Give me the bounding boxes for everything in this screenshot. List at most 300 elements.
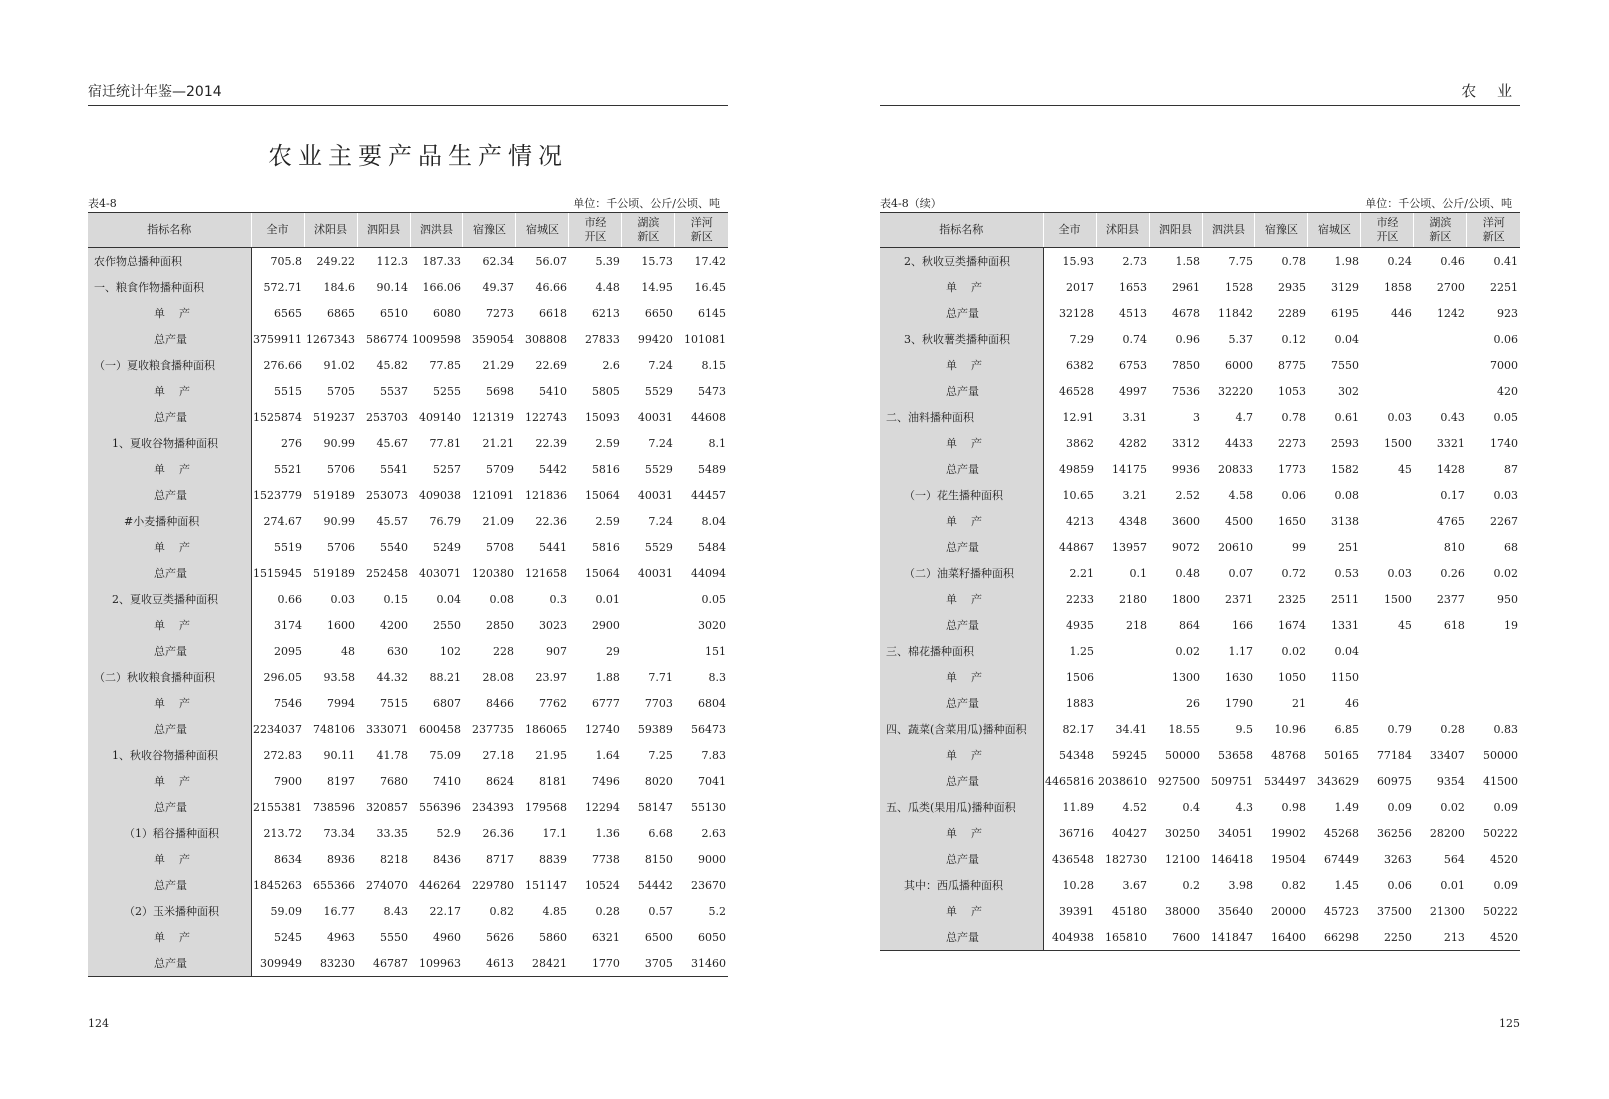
table-cell bbox=[1096, 638, 1149, 664]
table-cell: 44.32 bbox=[376, 670, 408, 684]
table-cell: 6.85 bbox=[1334, 722, 1359, 736]
table-row bbox=[880, 638, 1520, 664]
table-cell: 1.88 bbox=[595, 670, 620, 684]
table-cell: 5489 bbox=[698, 462, 726, 476]
table-cell: 5249 bbox=[432, 540, 461, 554]
table-row bbox=[880, 456, 1520, 482]
table-cell: 1770 bbox=[569, 950, 622, 977]
table-cell: 2180 bbox=[1119, 592, 1148, 606]
table-cell: 6195 bbox=[1330, 306, 1359, 320]
table-cell: 1740 bbox=[1490, 436, 1518, 450]
table-cell: 2511 bbox=[1330, 592, 1359, 606]
table-cell: 2267 bbox=[1490, 514, 1518, 528]
table-cell: 0.46 bbox=[1440, 254, 1465, 268]
row-label: 总产量 bbox=[880, 612, 1043, 638]
table-cell: 120380 bbox=[471, 566, 514, 580]
table-cell: 19 bbox=[1504, 618, 1518, 632]
table-cell: 0.43 bbox=[1440, 410, 1465, 424]
table-cell: 56473 bbox=[691, 722, 726, 736]
row-label: 总产量 bbox=[880, 300, 1043, 326]
table-cell: 5805 bbox=[591, 384, 620, 398]
table-cell: 48 bbox=[341, 644, 356, 658]
table-cell: 52.9 bbox=[436, 826, 461, 840]
table-cell: 436548 bbox=[1052, 852, 1095, 866]
table-cell bbox=[1414, 378, 1467, 404]
table-cell: 3.98 bbox=[1228, 878, 1253, 892]
table-cell: 308808 bbox=[524, 332, 567, 346]
table-cell: 7.24 bbox=[648, 436, 673, 450]
table-cell: 519189 bbox=[313, 488, 356, 502]
table-cell: 83230 bbox=[304, 950, 357, 977]
table-row bbox=[88, 300, 728, 326]
table-cell: 60975 bbox=[1376, 774, 1412, 788]
table-caption-left bbox=[88, 195, 728, 211]
column-header: 泗阳县 bbox=[1149, 213, 1202, 248]
row-label: （一）花生播种面积 bbox=[880, 482, 1043, 508]
table-cell: 276.66 bbox=[263, 358, 303, 372]
table-cell: 8.3 bbox=[708, 670, 726, 684]
table-cell: 0.83 bbox=[1493, 722, 1518, 736]
table-cell: 41500 bbox=[1483, 774, 1518, 788]
table-cell: 14175 bbox=[1112, 462, 1148, 476]
table-row bbox=[880, 430, 1520, 456]
table-cell: 40427 bbox=[1112, 826, 1148, 840]
table-cell: 91.02 bbox=[323, 358, 356, 372]
table-cell: 3600 bbox=[1172, 514, 1200, 528]
table-cell: 77184 bbox=[1376, 748, 1412, 762]
table-cell: 0.4 bbox=[1182, 800, 1200, 814]
table-row bbox=[88, 950, 728, 977]
data-table-right bbox=[880, 212, 1520, 951]
table-cell bbox=[1361, 326, 1414, 352]
table-cell: 0.53 bbox=[1334, 566, 1359, 580]
table-cell: 5245 bbox=[274, 930, 303, 944]
table-cell: 2017 bbox=[1066, 280, 1095, 294]
table-cell: 1790 bbox=[1224, 696, 1253, 710]
table-cell: 5441 bbox=[538, 540, 567, 554]
row-label: （二）油菜籽播种面积 bbox=[880, 560, 1043, 586]
table-cell: 3263 bbox=[1383, 852, 1412, 866]
table-cell: 4.48 bbox=[595, 280, 620, 294]
row-label: 农作物总播种面积 bbox=[88, 248, 251, 275]
table-cell: 234393 bbox=[471, 800, 514, 814]
table-cell: 4.85 bbox=[542, 904, 567, 918]
table-cell: 3759911 bbox=[253, 332, 303, 346]
column-header: 宿豫区 bbox=[463, 213, 516, 248]
table-cell: 5540 bbox=[380, 540, 408, 554]
table-cell: 7600 bbox=[1149, 924, 1202, 951]
row-label: 四、蔬菜(含菜用瓜)播种面积 bbox=[880, 716, 1043, 742]
table-cell: 0.57 bbox=[648, 904, 673, 918]
table-cell: 748106 bbox=[313, 722, 356, 736]
column-header: 市经 开区 bbox=[1361, 213, 1414, 248]
column-header: 宿豫区 bbox=[1255, 213, 1308, 248]
table-cell: 7.83 bbox=[701, 748, 726, 762]
table-cell: 5255 bbox=[432, 384, 461, 398]
row-label: 单产 bbox=[880, 664, 1043, 690]
table-cell: 7550 bbox=[1330, 358, 1359, 372]
row-label: 单产 bbox=[880, 430, 1043, 456]
row-label: 总产量 bbox=[880, 456, 1043, 482]
table-cell: 7680 bbox=[380, 774, 408, 788]
table-row bbox=[880, 768, 1520, 794]
table-cell: 30250 bbox=[1165, 826, 1200, 840]
row-label: 单产 bbox=[88, 690, 251, 716]
table-cell: 45 bbox=[1397, 618, 1412, 632]
table-cell: 0.78 bbox=[1281, 254, 1306, 268]
table-cell: 50000 bbox=[1165, 748, 1200, 762]
table-cell: 0.04 bbox=[1334, 644, 1359, 658]
table-cell: 274.67 bbox=[263, 514, 303, 528]
table-cell: 6.68 bbox=[648, 826, 673, 840]
table-cell: 0.1 bbox=[1129, 566, 1148, 580]
table-cell: 302 bbox=[1337, 384, 1359, 398]
table-cell: 0.66 bbox=[277, 592, 303, 606]
table-cell: 16.77 bbox=[323, 904, 356, 918]
table-cell: 564 bbox=[1443, 852, 1465, 866]
table-cell: 1523779 bbox=[253, 488, 303, 502]
table-cell: 9000 bbox=[698, 852, 726, 866]
column-header: 市经 开区 bbox=[569, 213, 622, 248]
table-cell: 23670 bbox=[691, 878, 726, 892]
table-row bbox=[88, 924, 728, 950]
table-cell: 33407 bbox=[1429, 748, 1465, 762]
row-label: （一）夏收粮食播种面积 bbox=[88, 352, 251, 378]
row-label: 总产量 bbox=[88, 950, 251, 977]
table-cell: 32128 bbox=[1059, 306, 1095, 320]
page-number-left: 124 bbox=[88, 1017, 109, 1030]
table-cell: 20000 bbox=[1270, 904, 1306, 918]
row-label: 单产 bbox=[88, 300, 251, 326]
table-cell: 1.45 bbox=[1334, 878, 1359, 892]
table-cell: 7900 bbox=[274, 774, 303, 788]
table-cell: 6753 bbox=[1119, 358, 1148, 372]
table-cell: 23.97 bbox=[535, 670, 567, 684]
table-cell: 73.34 bbox=[323, 826, 356, 840]
table-cell: 274070 bbox=[366, 878, 408, 892]
table-cell: 166 bbox=[1231, 618, 1253, 632]
table-cell: 45268 bbox=[1323, 826, 1359, 840]
table-cell: 864 bbox=[1179, 618, 1200, 632]
table-cell: 1242 bbox=[1436, 306, 1465, 320]
table-cell: 10.28 bbox=[1062, 878, 1095, 892]
table-cell: 1883 bbox=[1066, 696, 1095, 710]
row-label: 2、夏收豆类播种面积 bbox=[88, 586, 251, 612]
row-label: 其中：西瓜播种面积 bbox=[880, 872, 1043, 898]
table-cell: 0.03 bbox=[330, 592, 356, 606]
table-cell bbox=[1361, 690, 1414, 716]
table-cell: 26.36 bbox=[482, 826, 514, 840]
table-cell: 6807 bbox=[432, 696, 461, 710]
table-cell: 5705 bbox=[327, 384, 356, 398]
table-cell: 6000 bbox=[1224, 358, 1253, 372]
table-cell: 21.21 bbox=[482, 436, 514, 450]
table-cell: 12740 bbox=[584, 722, 620, 736]
table-cell: 0.03 bbox=[1493, 488, 1518, 502]
table-cell: 6050 bbox=[698, 930, 726, 944]
table-cell: 7762 bbox=[538, 696, 567, 710]
column-header-name: 指标名称 bbox=[880, 213, 1043, 248]
table-cell: 9354 bbox=[1436, 774, 1465, 788]
table-cell: 46528 bbox=[1059, 384, 1095, 398]
column-header: 洋河 新区 bbox=[675, 213, 728, 248]
column-header: 全市 bbox=[1043, 213, 1096, 248]
table-cell: 15.73 bbox=[641, 254, 673, 268]
table-row bbox=[88, 352, 728, 378]
table-cell: 28421 bbox=[516, 950, 569, 977]
row-label: 总产量 bbox=[880, 378, 1043, 404]
table-cell: 8.43 bbox=[383, 904, 408, 918]
table-cell: 0.41 bbox=[1493, 254, 1518, 268]
table-cell: 121319 bbox=[471, 410, 514, 424]
table-cell bbox=[1414, 638, 1467, 664]
table-cell: 6865 bbox=[327, 306, 356, 320]
data-table-left bbox=[88, 212, 728, 977]
table-cell: 36256 bbox=[1376, 826, 1412, 840]
left-page bbox=[88, 0, 728, 1099]
table-row bbox=[880, 378, 1520, 404]
table-cell: 2250 bbox=[1361, 924, 1414, 951]
table-code: 表4-8 bbox=[88, 197, 117, 210]
table-cell: 5442 bbox=[538, 462, 567, 476]
table-cell: 112.3 bbox=[376, 254, 408, 268]
table-cell: 1.36 bbox=[595, 826, 620, 840]
table-row bbox=[88, 716, 728, 742]
table-row bbox=[880, 508, 1520, 534]
table-cell: 19902 bbox=[1270, 826, 1306, 840]
table-row bbox=[880, 664, 1520, 690]
table-cell: 179568 bbox=[524, 800, 567, 814]
table-cell bbox=[1096, 690, 1149, 716]
table-cell: 409140 bbox=[418, 410, 461, 424]
table-row bbox=[88, 820, 728, 846]
table-cell bbox=[1467, 690, 1520, 716]
table-cell: 2593 bbox=[1330, 436, 1359, 450]
table-cell: 1.25 bbox=[1069, 644, 1095, 658]
table-cell: 907 bbox=[545, 644, 567, 658]
table-cell: 2038610 bbox=[1098, 774, 1148, 788]
table-cell bbox=[1414, 326, 1467, 352]
table-cell: 8.1 bbox=[708, 436, 726, 450]
table-cell: 20610 bbox=[1217, 540, 1253, 554]
table-cell: 705.8 bbox=[270, 254, 303, 268]
table-cell: 1858 bbox=[1383, 280, 1412, 294]
table-cell: 5708 bbox=[485, 540, 514, 554]
table-cell: 0.98 bbox=[1281, 800, 1306, 814]
table-cell bbox=[1361, 534, 1414, 560]
table-cell: 2.59 bbox=[595, 514, 620, 528]
table-cell: 77.81 bbox=[429, 436, 461, 450]
table-cell: 3862 bbox=[1066, 436, 1095, 450]
table-cell: 4613 bbox=[463, 950, 516, 977]
table-cell: 4678 bbox=[1172, 306, 1200, 320]
column-header: 沭阳县 bbox=[304, 213, 357, 248]
table-cell: 7.24 bbox=[648, 514, 673, 528]
section-header: 农 业 bbox=[1461, 82, 1520, 100]
table-cell: 21300 bbox=[1429, 904, 1465, 918]
table-cell: 5706 bbox=[327, 462, 356, 476]
table-cell: 22.36 bbox=[535, 514, 567, 528]
table-cell: 50000 bbox=[1483, 748, 1518, 762]
table-cell: 253073 bbox=[366, 488, 408, 502]
table-cell: 55130 bbox=[691, 800, 726, 814]
table-cell: 4997 bbox=[1119, 384, 1148, 398]
table-cell: 0.79 bbox=[1387, 722, 1412, 736]
table-cell: 2961 bbox=[1172, 280, 1200, 294]
table-cell: 4765 bbox=[1436, 514, 1465, 528]
table-cell: 2850 bbox=[485, 618, 514, 632]
table-cell: 409038 bbox=[418, 488, 461, 502]
column-header: 湖滨 新区 bbox=[622, 213, 675, 248]
table-cell: 7515 bbox=[380, 696, 408, 710]
table-cell: 12100 bbox=[1165, 852, 1200, 866]
table-cell: 3023 bbox=[538, 618, 567, 632]
table-cell: 22.17 bbox=[429, 904, 461, 918]
table-cell: 8634 bbox=[274, 852, 303, 866]
table-cell: 296.05 bbox=[263, 670, 303, 684]
table-cell: 1053 bbox=[1277, 384, 1306, 398]
table-cell: 1.17 bbox=[1228, 644, 1253, 658]
table-cell: 5.2 bbox=[708, 904, 726, 918]
table-cell: 556396 bbox=[418, 800, 461, 814]
table-cell: 3174 bbox=[274, 618, 303, 632]
table-cell: 213 bbox=[1414, 924, 1467, 951]
table-cell: 45.82 bbox=[376, 358, 408, 372]
table-cell: 7546 bbox=[274, 696, 303, 710]
table-cell: 1845263 bbox=[253, 878, 303, 892]
table-cell bbox=[1467, 638, 1520, 664]
running-header-right bbox=[880, 83, 1520, 106]
table-cell: 0.28 bbox=[1440, 722, 1465, 736]
table-cell: 4465816 bbox=[1045, 774, 1095, 788]
table-cell: 46.66 bbox=[535, 280, 567, 294]
row-label: 总产量 bbox=[880, 846, 1043, 872]
table-cell: 7273 bbox=[485, 306, 514, 320]
unit-note: 单位：千公顷、公斤/公顷、吨 bbox=[1365, 197, 1512, 210]
table-cell: 40031 bbox=[637, 488, 673, 502]
table-cell: 26 bbox=[1186, 696, 1200, 710]
table-cell: 0.28 bbox=[595, 904, 620, 918]
table-cell: 18.55 bbox=[1168, 722, 1200, 736]
table-cell: 5816 bbox=[591, 462, 620, 476]
table-cell: 3 bbox=[1193, 410, 1200, 424]
table-cell: 1300 bbox=[1172, 670, 1200, 684]
table-cell: 15.93 bbox=[1062, 254, 1095, 268]
table-cell: 1525874 bbox=[253, 410, 303, 424]
table-cell: 7994 bbox=[327, 696, 356, 710]
table-cell: 8624 bbox=[485, 774, 514, 788]
table-cell: 0.72 bbox=[1281, 566, 1306, 580]
table-cell: 237735 bbox=[471, 722, 514, 736]
table-cell: 151 bbox=[705, 644, 726, 658]
table-cell: 99 bbox=[1291, 540, 1306, 554]
table-cell bbox=[1096, 664, 1149, 690]
table-cell: 40031 bbox=[637, 566, 673, 580]
row-label: （1）稻谷播种面积 bbox=[88, 820, 251, 846]
table-cell: 0.61 bbox=[1334, 410, 1359, 424]
table-row bbox=[88, 404, 728, 430]
table-cell bbox=[1361, 638, 1414, 664]
table-cell: 2550 bbox=[432, 618, 461, 632]
table-cell: 420 bbox=[1497, 384, 1518, 398]
table-row bbox=[88, 898, 728, 924]
table-cell: 46787 bbox=[357, 950, 410, 977]
row-label: 单产 bbox=[880, 820, 1043, 846]
table-cell: 151147 bbox=[524, 878, 567, 892]
table-row bbox=[880, 872, 1520, 898]
table-cell: 2700 bbox=[1436, 280, 1465, 294]
table-cell: 738596 bbox=[313, 800, 356, 814]
table-cell: 15093 bbox=[584, 410, 620, 424]
table-cell: 11842 bbox=[1217, 306, 1253, 320]
table-cell: 32220 bbox=[1217, 384, 1253, 398]
row-label: （2）玉米播种面积 bbox=[88, 898, 251, 924]
table-cell: 8436 bbox=[432, 852, 461, 866]
column-header: 宿城区 bbox=[1308, 213, 1361, 248]
table-cell: 8020 bbox=[644, 774, 673, 788]
table-row bbox=[88, 534, 728, 560]
table-row bbox=[880, 274, 1520, 300]
table-cell: 22.69 bbox=[535, 358, 567, 372]
table-cell: 213.72 bbox=[263, 826, 303, 840]
row-label: 总产量 bbox=[88, 404, 251, 430]
table-cell: 4433 bbox=[1224, 436, 1253, 450]
table-cell: 44867 bbox=[1059, 540, 1095, 554]
column-header: 泗洪县 bbox=[410, 213, 463, 248]
table-cell: 44094 bbox=[691, 566, 726, 580]
book-header: 宿迁统计年鉴—2014 bbox=[88, 84, 222, 100]
table-row bbox=[880, 404, 1520, 430]
table-cell: 4520 bbox=[1467, 924, 1520, 951]
table-cell: 1582 bbox=[1330, 462, 1359, 476]
row-label: 总产量 bbox=[880, 534, 1043, 560]
table-cell: 5515 bbox=[274, 384, 303, 398]
table-cell: 59.09 bbox=[270, 904, 303, 918]
table-cell: 0.12 bbox=[1281, 332, 1306, 346]
table-cell: 5709 bbox=[485, 462, 514, 476]
row-label: 单产 bbox=[88, 612, 251, 638]
table-cell: 6804 bbox=[698, 696, 726, 710]
table-cell: 15064 bbox=[584, 488, 620, 502]
table-cell: 2155381 bbox=[253, 800, 303, 814]
table-cell: 228 bbox=[492, 644, 514, 658]
table-cell: 1650 bbox=[1277, 514, 1306, 528]
table-cell: 446 bbox=[1390, 306, 1412, 320]
table-cell bbox=[1361, 508, 1414, 534]
table-cell: 8466 bbox=[485, 696, 514, 710]
table-cell: 49.37 bbox=[482, 280, 514, 294]
table-cell: 35640 bbox=[1217, 904, 1253, 918]
page-number-right: 125 bbox=[1499, 1017, 1520, 1030]
row-label: （二）秋收粮食播种面积 bbox=[88, 664, 251, 690]
table-cell bbox=[622, 612, 675, 638]
table-cell: 0.02 bbox=[1175, 644, 1200, 658]
table-cell: 0.09 bbox=[1387, 800, 1412, 814]
table-cell: 0.96 bbox=[1175, 332, 1200, 346]
table-cell: 7410 bbox=[432, 774, 461, 788]
table-cell: 0.04 bbox=[436, 592, 461, 606]
table-cell: 1528 bbox=[1224, 280, 1253, 294]
row-label: 总产量 bbox=[88, 872, 251, 898]
table-cell: 1653 bbox=[1119, 280, 1148, 294]
table-cell: 1630 bbox=[1224, 670, 1253, 684]
table-row bbox=[880, 820, 1520, 846]
table-cell: 7738 bbox=[591, 852, 620, 866]
table-cell: 5706 bbox=[327, 540, 356, 554]
table-cell: 0.06 bbox=[1493, 332, 1518, 346]
table-cell: 121836 bbox=[524, 488, 567, 502]
table-cell: 15064 bbox=[584, 566, 620, 580]
